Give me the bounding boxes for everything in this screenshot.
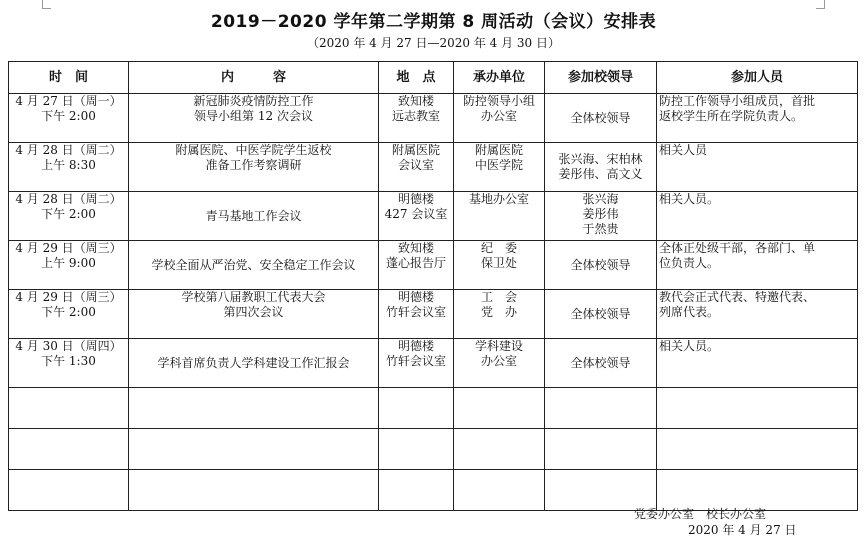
empty-cell [129,388,379,429]
participants-cell-line: 相关人员。 [659,192,720,206]
leaders-cell-line: 全体校领导 [570,355,631,370]
location-cell [379,192,454,241]
location-cell-line: 明德楼 [397,290,434,304]
footer-issuing-office: 党委办公室 校长办公室 [634,507,767,521]
content-cell-line: 新冠肺炎疫情防控工作 [193,94,314,108]
organizer-cell [454,192,545,241]
empty-cell [129,429,379,470]
location-cell [379,94,454,143]
empty-cell [545,388,657,429]
participants-cell [657,339,858,388]
participants-cell-line: 列席代表。 [659,305,720,319]
empty-cell [657,388,858,429]
empty-cell [379,388,454,429]
time-cell-line: 4 月 27 日（周一） [15,94,122,108]
table-row [9,339,858,388]
organizer-cell [454,241,545,290]
leaders-cell [545,241,657,290]
content-cell-line: 附属医院、中医学院学生返校 [175,143,332,157]
participants-cell [657,143,858,192]
empty-cell [454,470,545,511]
participants-cell [657,94,858,143]
header-content: 内 容 [129,62,379,94]
header-row [9,62,858,94]
schedule-table [8,61,858,511]
empty-table-row [9,429,858,470]
table-row [9,143,858,192]
footer-date: 2020 年 4 月 27 日 [688,523,797,537]
table-row [9,94,858,143]
content-cell [129,339,379,388]
content-cell-line: 学校第八届教职工代表大会 [181,290,326,304]
leaders-cell-line: 全体校领导 [570,257,631,272]
page-title: 2019－2020 学年第二学期第 8 周活动（会议）安排表 [210,12,657,32]
organizer-cell-line: 党 办 [480,305,517,319]
leaders-cell [545,94,657,143]
time-cell [9,94,129,143]
organizer-cell [454,290,545,339]
organizer-cell-line: 纪 委 [480,241,517,255]
content-cell-line: 青马基地工作会议 [205,208,302,223]
participants-cell-line: 全体正处级干部，各部门、单 [659,241,816,255]
participants-cell-line: 教代会正式代表、特邀代表、 [659,290,816,304]
empty-cell [129,470,379,511]
empty-cell [9,470,129,511]
organizer-cell [454,143,545,192]
time-cell-line: 下午 2:00 [41,207,96,221]
participants-cell [657,290,858,339]
empty-table-row [9,388,858,429]
table-row [9,241,858,290]
leaders-cell-line: 姜彤伟、高文义 [558,167,643,181]
time-cell-line: 上午 8:30 [41,158,96,172]
empty-cell [454,429,545,470]
leaders-cell-line: 张兴海 [582,192,619,206]
organizer-cell [454,94,545,143]
organizer-cell-line: 学科建设 [474,339,523,353]
time-cell-line: 4 月 29 日（周三） [15,241,122,255]
location-cell [379,241,454,290]
time-cell-line: 4 月 28 日（周二） [15,192,122,206]
header-participants: 参加人员 [657,62,858,94]
location-cell [379,339,454,388]
table-row [9,192,858,241]
empty-cell [379,470,454,511]
content-cell-line: 第四次会议 [223,305,284,319]
organizer-cell-line: 中医学院 [474,158,523,172]
participants-cell [657,241,858,290]
organizer-cell-line: 基地办公室 [468,192,529,206]
table-row [9,290,858,339]
time-cell [9,290,129,339]
page-subtitle: （2020 年 4 月 27 日—2020 年 4 月 30 日） [306,36,561,50]
leaders-cell [545,339,657,388]
participants-cell-line: 相关人员。 [659,339,720,353]
content-cell [129,94,379,143]
location-cell-line: 远志教室 [391,109,440,123]
empty-cell [9,429,129,470]
time-cell-line: 下午 2:00 [41,109,96,123]
content-cell-line: 学校全面从严治党、安全稳定工作会议 [151,257,356,272]
header-leaders: 参加校领导 [545,62,657,94]
content-cell [129,192,379,241]
time-cell-line: 上午 9:00 [41,256,96,270]
organizer-cell-line: 保卫处 [480,256,517,270]
content-cell-line: 学科首席负责人学科建设工作汇报会 [157,355,350,370]
location-cell [379,290,454,339]
header-organizer: 承办单位 [454,62,545,94]
empty-cell [454,388,545,429]
location-cell-line: 竹轩会议室 [385,305,446,319]
participants-cell-line: 位负责人。 [659,256,720,270]
leaders-cell-line: 于然贵 [582,222,619,236]
participants-cell [657,192,858,241]
time-cell-line: 下午 2:00 [41,305,96,319]
time-cell-line: 4 月 28 日（周二） [15,143,122,157]
leaders-cell-line: 全体校领导 [570,306,631,321]
time-cell [9,241,129,290]
empty-cell [379,429,454,470]
location-cell-line: 明德楼 [397,339,434,353]
header-location: 地 点 [379,62,454,94]
leaders-cell-line: 全体校领导 [570,110,631,125]
leaders-cell [545,192,657,241]
time-cell-line: 4 月 30 日（周四） [15,339,122,353]
header-time: 时 间 [9,62,129,94]
content-cell [129,290,379,339]
content-cell [129,241,379,290]
location-cell-line: 蓬心报告厅 [385,256,446,270]
location-cell-line: 附属医院 [391,143,440,157]
content-cell [129,143,379,192]
organizer-cell-line: 办公室 [480,109,517,123]
leaders-cell [545,143,657,192]
location-cell-line: 竹轩会议室 [385,354,446,368]
location-cell-line: 会议室 [397,158,434,172]
organizer-cell-line: 防控领导小组 [462,94,535,108]
organizer-cell-line: 办公室 [480,354,517,368]
location-cell [379,143,454,192]
participants-cell-line: 返校学生所在学院负责人。 [659,109,804,123]
participants-cell-line: 防控工作领导小组成员，首批 [659,94,816,108]
location-cell-line: 致知楼 [397,241,434,255]
organizer-cell [454,339,545,388]
empty-cell [545,429,657,470]
content-cell-line: 领导小组第 12 次会议 [194,109,313,123]
empty-cell [9,388,129,429]
location-cell-line: 427 会议室 [384,207,448,221]
empty-cell [657,429,858,470]
time-cell-line: 下午 1:30 [41,354,96,368]
leaders-cell [545,290,657,339]
organizer-cell-line: 附属医院 [474,143,523,157]
location-cell-line: 致知楼 [397,94,434,108]
participants-cell-line: 相关人员 [659,143,708,157]
time-cell-line: 4 月 29 日（周三） [15,290,122,304]
location-cell-line: 明德楼 [397,192,434,206]
time-cell [9,339,129,388]
time-cell [9,143,129,192]
leaders-cell-line: 张兴海、宋柏林 [558,152,643,166]
content-cell-line: 准备工作考察调研 [205,158,302,172]
leaders-cell-line: 姜彤伟 [582,207,619,221]
time-cell [9,192,129,241]
organizer-cell-line: 工 会 [480,290,517,304]
